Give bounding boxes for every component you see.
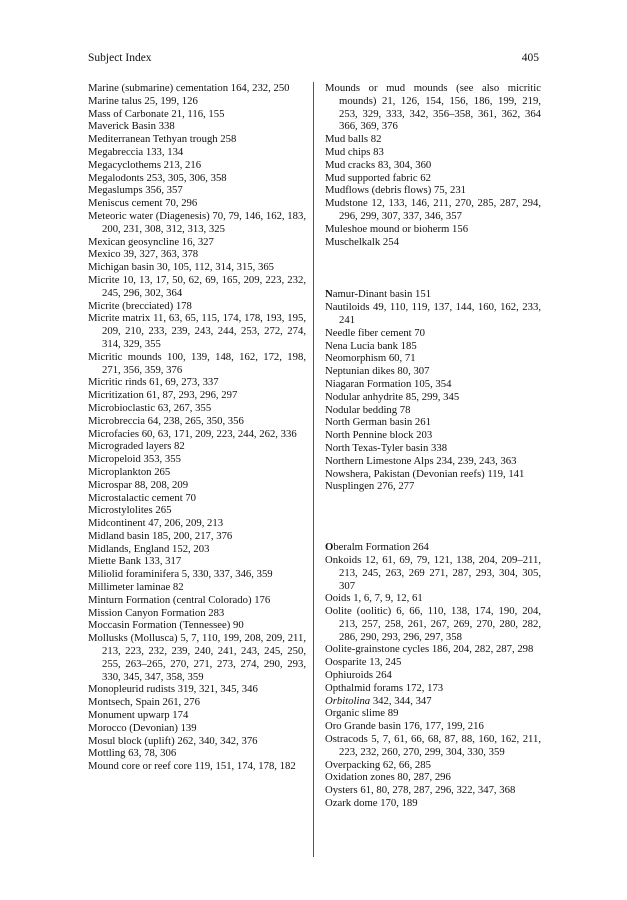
index-entry: Onkoids 12, 61, 69, 79, 121, 138, 204, 209–211, 213, 245, 263, 269 271, 287, 293, 304, 305, 307 <box>325 553 541 592</box>
index-entry: Mud supported fabric 62 <box>325 171 431 184</box>
index-entry: Mound core or reef core 119, 151, 174, 178, 182 <box>88 760 296 773</box>
index-entry: Micritic rinds 61, 69, 273, 337 <box>88 376 219 389</box>
index-entry: Needle fiber cement 70 <box>325 326 425 339</box>
index-entry: Muleshoe mound or bioherm 156 <box>325 222 469 235</box>
index-entry: Millimeter laminae 82 <box>88 581 184 594</box>
index-entry: Mud chips 83 <box>325 145 384 158</box>
index-entry: Mexico 39, 327, 363, 378 <box>88 248 199 261</box>
index-entry: Morocco (Devonian) 139 <box>88 721 197 734</box>
index-column-right <box>325 82 541 810</box>
index-entry: Midcontinent 47, 206, 209, 213 <box>88 517 224 530</box>
index-entry: Micritization 61, 87, 293, 296, 297 <box>88 389 238 402</box>
index-entry: North Pennine block 203 <box>325 429 433 442</box>
index-entry: North German basin 261 <box>325 416 431 429</box>
index-entry: Marine (submarine) cementation 164, 232, 250 <box>88 82 290 94</box>
index-entry: Montsech, Spain 261, 276 <box>88 696 200 709</box>
index-entry: Monument upwarp 174 <box>88 709 189 722</box>
index-entry: Oberalm Formation 264 <box>325 541 429 554</box>
index-entry: Neomorphism 60, 71 <box>325 352 416 365</box>
index-entry: Microfacies 60, 63, 171, 209, 223, 244, 262, 336 <box>88 427 297 440</box>
index-entry: Mollusks (Mollusca) 5, 7, 110, 199, 208, 209, 211, 213, 223, 232, 239, 240, 241, 243, 245, 250, 255, 263–265, 270, 271, 273, 274, 290, 293, 330, 345, 347, 358, 359 <box>88 632 306 683</box>
index-entry: Oxidation zones 80, 287, 296 <box>325 771 451 784</box>
index-entry: Northern Limestone Alps 234, 239, 243, 363 <box>325 454 517 467</box>
index-entry: Mottling 63, 78, 306 <box>88 747 177 760</box>
index-entry: Micrite matrix 11, 63, 65, 115, 174, 178, 193, 195, 209, 210, 233, 239, 243, 244, 253, 272, 274, 314, 329, 355 <box>88 312 306 350</box>
index-entry: Mud cracks 83, 304, 360 <box>325 158 432 171</box>
index-entry: Oolite (oolitic) 6, 66, 110, 138, 174, 190, 204, 213, 257, 258, 261, 267, 269, 270, 280, 282, 286, 290, 293, 296, 297, 358 <box>325 605 541 643</box>
index-entry: Midlands, England 152, 203 <box>88 542 210 555</box>
index-entry: Mediterranean Tethyan trough 258 <box>88 133 237 146</box>
index-entry: Microspar 88, 208, 209 <box>88 478 189 491</box>
index-entry: Mosul block (uplift) 262, 340, 342, 376 <box>88 734 258 747</box>
index-entry: Megacyclothems 213, 216 <box>88 158 202 171</box>
index-entry: Ostracods 5, 7, 61, 66, 68, 87, 88, 160, 162, 211, 223, 232, 260, 270, 299, 304, 330, 359 <box>325 733 541 758</box>
page-header <box>88 52 539 68</box>
index-entry: Monopleurid rudists 319, 321, 345, 346 <box>88 683 258 696</box>
running-title: Subject Index <box>88 52 152 64</box>
index-entry: Microbioclastic 63, 267, 355 <box>88 401 212 414</box>
index-group-o <box>325 541 541 810</box>
index-entry: Megabreccia 133, 134 <box>88 145 184 158</box>
index-entry: Ozark dome 170, 189 <box>325 797 418 810</box>
index-entry: Mounds or mud mounds (see also micritic mounds) 21, 126, 154, 156, 186, 199, 219, 253, 329, 333, 342, 356–358, 361, 362, 364 366, 369, 376 <box>325 82 541 133</box>
index-entry: Oro Grande basin 176, 177, 199, 216 <box>325 720 484 733</box>
index-entry: Mexican geosyncline 16, 327 <box>88 235 214 248</box>
index-entry: Meniscus cement 70, 296 <box>88 197 198 210</box>
index-entry: Nena Lucia bank 185 <box>325 339 417 352</box>
index-entry: Ooids 1, 6, 7, 9, 12, 61 <box>325 592 423 605</box>
index-entry: Oysters 61, 80, 278, 287, 296, 322, 347, 368 <box>325 784 516 797</box>
index-entry: Niagaran Formation 105, 354 <box>325 377 452 390</box>
index-column-left <box>88 82 306 773</box>
index-entry: Microplankton 265 <box>88 465 171 478</box>
index-entry: Micropeloid 353, 355 <box>88 453 181 466</box>
section-gap <box>325 248 541 288</box>
index-entry: Nodular anhydrite 85, 299, 345 <box>325 390 460 403</box>
index-entry: Oolite-grainstone cycles 186, 204, 282, 287, 298 <box>325 643 534 656</box>
index-entry: Mud balls 82 <box>325 133 382 146</box>
index-entry: Miette Bank 133, 317 <box>88 555 182 568</box>
index-entry: Microbreccia 64, 238, 265, 350, 356 <box>88 414 244 427</box>
index-entry: Opthalmid forams 172, 173 <box>325 681 444 694</box>
index-entry: Micritic mounds 100, 139, 148, 162, 172, 198, 271, 356, 359, 376 <box>88 350 306 376</box>
index-entry: Megalodonts 253, 305, 306, 358 <box>88 171 227 184</box>
index-entry: Micrograded layers 82 <box>88 440 185 453</box>
index-entry: Namur-Dinant basin 151 <box>325 288 432 301</box>
index-entry: Miliolid foraminifera 5, 330, 337, 346, 359 <box>88 568 273 581</box>
index-entry: Microstylolites 265 <box>88 504 172 517</box>
index-entry: Mission Canyon Formation 283 <box>88 606 225 619</box>
index-entry: Moccasin Formation (Tennessee) 90 <box>88 619 244 632</box>
index-entry: Nodular bedding 78 <box>325 403 411 416</box>
index-entry: Megaslumps 356, 357 <box>88 184 183 197</box>
index-entry: Midland basin 185, 200, 217, 376 <box>88 529 233 542</box>
index-entry: Neptunian dikes 80, 307 <box>325 365 430 378</box>
index-entry: Micrite (brecciated) 178 <box>88 299 192 312</box>
index-entry: Nusplingen 276, 277 <box>325 480 415 493</box>
column-divider <box>313 82 314 857</box>
index-entry: Overpacking 62, 66, 285 <box>325 758 431 771</box>
index-entry: Organic slime 89 <box>325 707 399 720</box>
index-entry: Oosparite 13, 245 <box>325 656 402 669</box>
section-gap <box>325 493 541 541</box>
index-entry: Marine talus 25, 199, 126 <box>88 94 198 107</box>
index-entry: Muschelkalk 254 <box>325 235 399 248</box>
index-entry: Mudstone 12, 133, 146, 211, 270, 285, 287, 294, 296, 299, 307, 337, 346, 357 <box>325 197 541 222</box>
index-entry: Microstalactic cement 70 <box>88 491 197 504</box>
index-entry: Orbitolina 342, 344, 347 <box>325 694 432 707</box>
index-entry: Meteoric water (Diagenesis) 70, 79, 146, 162, 183, 200, 231, 308, 312, 313, 325 <box>88 209 306 235</box>
index-entry: Micrite 10, 13, 17, 50, 62, 69, 165, 209, 223, 232, 245, 296, 302, 364 <box>88 273 306 299</box>
index-entry: Mudflows (debris flows) 75, 231 <box>325 184 467 197</box>
index-entry: Maverick Basin 338 <box>88 120 175 133</box>
index-group-m <box>325 82 541 248</box>
index-entry: Minturn Formation (central Colorado) 176 <box>88 593 271 606</box>
page-number: 405 <box>521 52 539 64</box>
index-group-n <box>325 288 541 493</box>
index-entry: Nowshera, Pakistan (Devonian reefs) 119, 141 <box>325 467 525 480</box>
index-entry: North Texas-Tyler basin 338 <box>325 441 448 454</box>
index-entry: Ophiuroids 264 <box>325 669 392 682</box>
index-entry: Nautiloids 49, 110, 119, 137, 144, 160, 162, 233, 241 <box>325 301 541 326</box>
index-entry: Michigan basin 30, 105, 112, 314, 315, 365 <box>88 261 275 274</box>
index-entry: Mass of Carbonate 21, 116, 155 <box>88 107 225 120</box>
